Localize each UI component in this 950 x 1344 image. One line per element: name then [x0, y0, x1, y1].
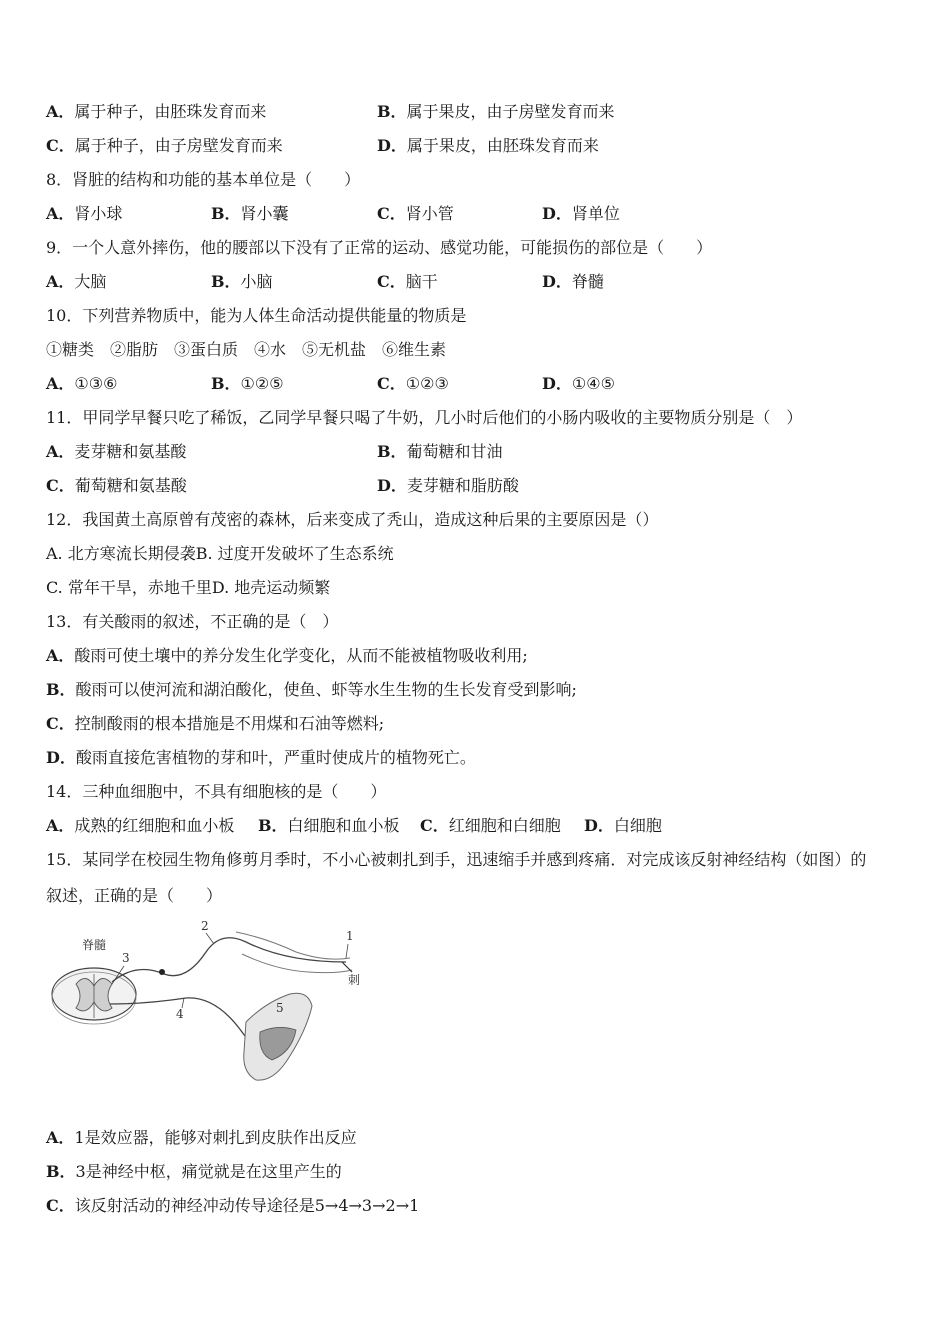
q10-option-a: A．①③⑥ — [46, 374, 118, 393]
q12-options-line2: C. 常年干旱，赤地千里D. 地壳运动频繁 — [46, 578, 331, 597]
spinal-cord-section — [52, 968, 136, 1024]
q14-stem: 14．三种血细胞中，不具有细胞核的是（ ） — [46, 782, 387, 801]
q14-option-d: D．白细胞 — [584, 816, 662, 835]
q12-options-line1: A. 北方寒流长期侵袭B. 过度开发破坏了生态系统 — [46, 544, 394, 563]
q13-option-d: D．酸雨直接危害植物的芽和叶，严重时使成片的植物死亡。 — [46, 748, 476, 767]
q9-option-c: C．脑干 — [377, 272, 438, 291]
q7-option-c: C．属于种子，由子房壁发育而来 — [46, 136, 283, 155]
q13-option-b: B．酸雨可以使河流和湖泊酸化，使鱼、虾等水生生物的生长发育受到影响; — [46, 680, 577, 699]
q8-option-a: A．肾小球 — [46, 204, 123, 223]
q11-option-d: D．麦芽糖和脂肪酸 — [377, 476, 519, 495]
q13-stem: 13．有关酸雨的叙述，不正确的是（ ） — [46, 612, 339, 631]
q11-option-a: A．麦芽糖和氨基酸 — [46, 442, 187, 461]
q9-option-d: D．脊髓 — [542, 272, 604, 291]
label-thorn: 刺 — [348, 973, 361, 987]
label-3: 3 — [122, 951, 130, 965]
q10-stem: 10．下列营养物质中，能为人体生命活动提供能量的物质是 — [46, 306, 467, 325]
q14-option-b: B．白细胞和血小板 — [258, 816, 400, 835]
q10-option-b: B．①②⑤ — [211, 374, 284, 393]
q9-option-b: B．小脑 — [211, 272, 273, 291]
q15-stem-line2: 叙述，正确的是（ ） — [46, 886, 223, 905]
q15-option-b: B．3是神经中枢，痛觉就是在这里产生的 — [46, 1162, 342, 1181]
label-4: 4 — [176, 1007, 184, 1021]
q10-items: ①糖类 ②脂肪 ③蛋白质 ④水 ⑤无机盐 ⑥维生素 — [46, 340, 447, 359]
q8-option-c: C．肾小管 — [377, 204, 454, 223]
q7-option-a: A．属于种子，由胚珠发育而来 — [46, 102, 267, 121]
q9-stem: 9．一个人意外摔伤，他的腰部以下没有了正常的运动、感觉功能，可能损伤的部位是（ ） — [46, 238, 713, 257]
q7-option-b: B．属于果皮，由子房壁发育而来 — [377, 102, 615, 121]
q7-option-d: D．属于果皮，由胚珠发育而来 — [377, 136, 599, 155]
q8-option-d: D．肾单位 — [542, 204, 620, 223]
q11-option-c: C．葡萄糖和氨基酸 — [46, 476, 187, 495]
q9-option-a: A．大脑 — [46, 272, 107, 291]
q15-option-a: A．1是效应器，能够对刺扎到皮肤作出反应 — [46, 1128, 357, 1147]
q11-option-b: B．葡萄糖和甘油 — [377, 442, 503, 461]
q11-stem: 11．甲同学早餐只吃了稀饭，乙同学早餐只喝了牛奶，几小时后他们的小肠内吸收的主要物质分别是（ ） — [46, 408, 803, 427]
q13-option-a: A．酸雨可使土壤中的养分发生化学变化，从而不能被植物吸收利用; — [46, 646, 528, 665]
label-2: 2 — [201, 919, 209, 933]
reflex-arc-figure — [46, 912, 366, 1092]
q13-option-c: C．控制酸雨的根本措施是不用煤和石油等燃料; — [46, 714, 385, 733]
q14-option-c: C．红细胞和白细胞 — [420, 816, 561, 835]
q10-option-d: D．①④⑤ — [542, 374, 615, 393]
q10-option-c: C．①②③ — [377, 374, 449, 393]
q14-option-a: A．成熟的红细胞和血小板 — [46, 816, 235, 835]
label-5: 5 — [276, 1001, 284, 1015]
q8-option-b: B．肾小囊 — [211, 204, 289, 223]
q12-stem: 12．我国黄土高原曾有茂密的森林，后来变成了秃山，造成这种后果的主要原因是（） — [46, 510, 659, 529]
label-spinal-cord: 脊髓 — [82, 938, 107, 952]
q15-option-c: C．该反射活动的神经冲动传导途径是5→4→3→2→1 — [46, 1196, 420, 1215]
q15-stem-line1: 15．某同学在校园生物角修剪月季时，不小心被刺扎到手，迅速缩手并感到疼痛．对完成该反射神经结构（如图）的 — [46, 850, 867, 869]
label-1: 1 — [346, 929, 354, 943]
q8-stem: 8．肾脏的结构和功能的基本单位是（ ） — [46, 170, 361, 189]
